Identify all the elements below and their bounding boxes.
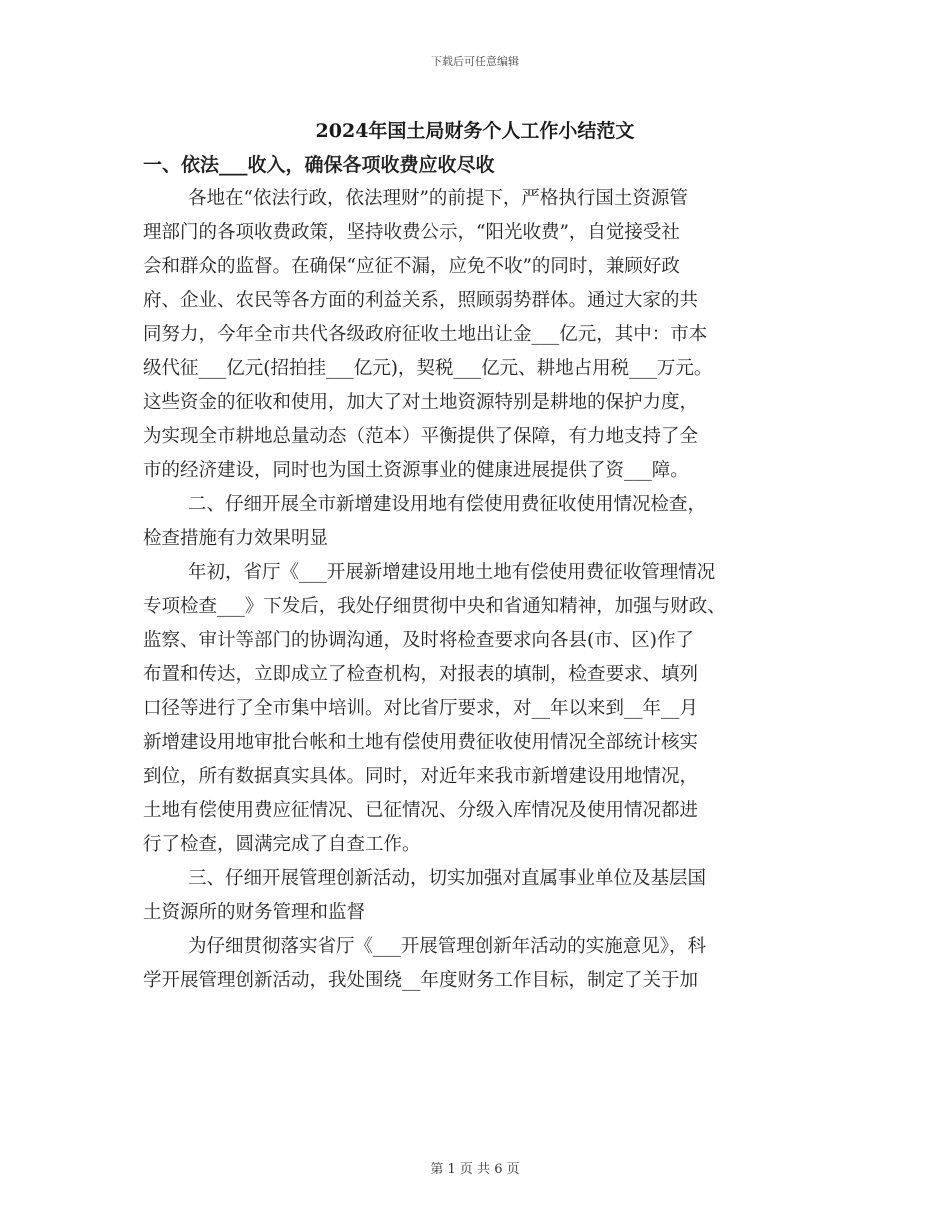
- paragraph-line: 新增建设用地审批台帐和土地有偿使用费征收使用情况全部统计核实: [143, 732, 699, 753]
- paragraph-line: 三、仔细开展管理创新活动，切实加强对直属事业单位及基层国: [188, 868, 707, 889]
- document-body: [143, 148, 843, 998]
- paragraph-line: 行了检查，圆满完成了自查工作。: [143, 834, 421, 855]
- paragraph-line: 各地在“依法行政，依法理财”的前提下，严格执行国土资源管: [188, 188, 688, 209]
- paragraph-line: 土地有偿使用费应征情况、已征情况、分级入库情况及使用情况都进: [143, 800, 699, 821]
- page-number: 第 1 页 共 6 页: [430, 1162, 520, 1177]
- paragraph-line: 布置和传达，立即成立了检查机构，对报表的填制，检查要求、填列: [143, 664, 699, 685]
- paragraph-line: 专项检查___》下发后，我处仔细贯彻中央和省通知精神，加强与财政、: [143, 596, 726, 617]
- paragraph-line: 土资源所的财务管理和监督: [143, 902, 366, 923]
- paragraph-line: 府、企业、农民等各方面的利益关系，照顾弱势群体。通过大家的共: [143, 290, 699, 311]
- paragraph-line: 会和群众的监督。在确保“应征不漏，应免不收”的同时，兼顾好政: [143, 256, 680, 277]
- paragraph-line: 检查措施有力效果明显: [143, 528, 329, 549]
- paragraph-line: 为实现全市耕地总量动态（范本）平衡提供了保障，有力地支持了全: [143, 426, 699, 447]
- document-title: 2024年国土局财务个人工作小结范文: [315, 120, 635, 142]
- paragraph-line: 理部门的各项收费政策，坚持收费公示，“阳光收费”，自觉接受社: [143, 222, 680, 243]
- paragraph-line: 年初，省厅《___开展新增建设用地土地有偿使用费征收管理情况: [188, 562, 716, 583]
- paragraph-line: 这些资金的征收和使用，加大了对土地资源特别是耕地的保护力度，: [143, 392, 699, 413]
- page-header-note: 下载后可任意编辑: [431, 55, 519, 68]
- paragraph-line: 学开展管理创新活动，我处围绕__年度财务工作目标，制定了关于加: [143, 970, 699, 991]
- paragraph-line: 级代征___亿元(招拍挂___亿元)，契税___亿元、耕地占用税___万元。: [143, 358, 713, 379]
- paragraph-line: 二、仔细开展全市新增建设用地有偿使用费征收使用情况检查，: [188, 494, 707, 515]
- paragraph-line: 口径等进行了全市集中培训。对比省厅要求，对__年以来到__年__月: [143, 698, 699, 719]
- paragraph-line: 同努力，今年全市共代各级政府征收土地出让金___亿元，其中：市本: [143, 324, 708, 345]
- paragraph-line: 为仔细贯彻落实省厅《___开展管理创新年活动的实施意见》，科: [188, 936, 707, 957]
- paragraph-line: 到位，所有数据真实具体。同时，对近年来我市新增建设用地情况，: [143, 766, 699, 787]
- section-heading: 一、依法___收入，确保各项收费应收尽收: [143, 154, 495, 176]
- paragraph-line: 市的经济建设，同时也为国土资源事业的健康进展提供了资___障。: [143, 460, 689, 481]
- paragraph-line: 监察、审计等部门的协调沟通，及时将检查要求向各县(市、区)作了: [143, 630, 694, 651]
